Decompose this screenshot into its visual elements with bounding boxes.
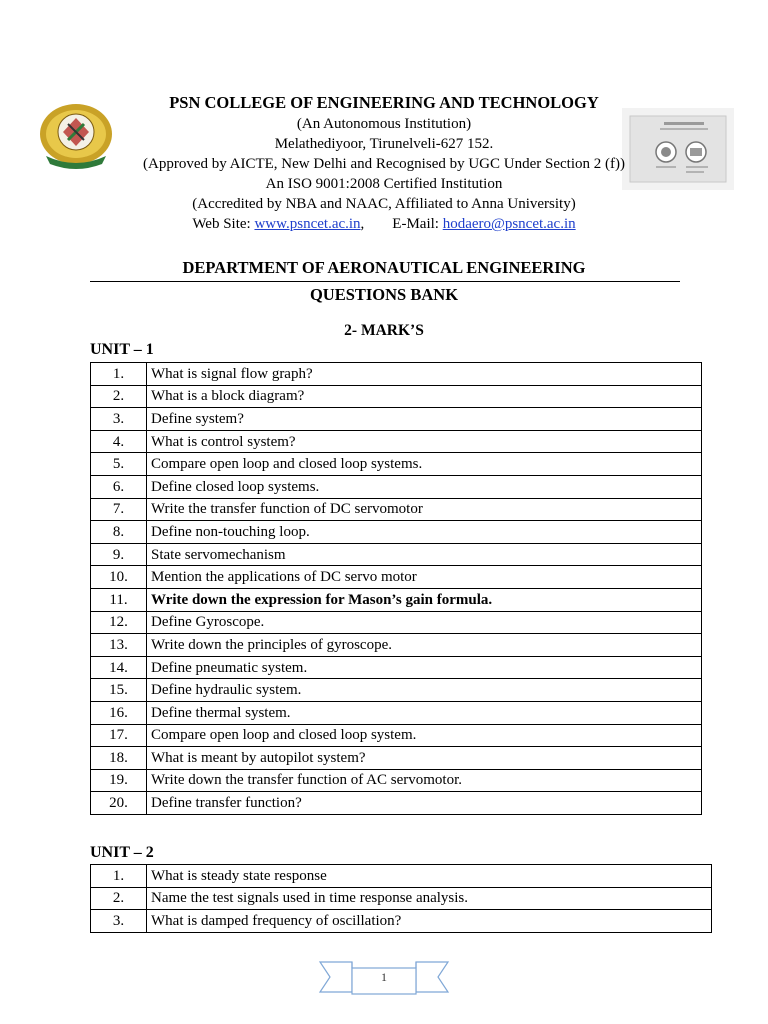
email-link[interactable]: hodaero@psncet.ac.in [442, 216, 576, 232]
question-text: What is meant by autopilot system? [147, 747, 702, 770]
question-text: Define hydraulic system. [147, 679, 702, 702]
question-number: 2. [91, 887, 147, 910]
question-number: 1. [91, 363, 147, 386]
question-text: Write down the expression for Mason’s gain formula. [147, 588, 702, 611]
question-row [91, 634, 702, 657]
question-text: Compare open loop and closed loop systems. [147, 453, 702, 476]
question-row [91, 910, 712, 933]
question-row [91, 611, 702, 634]
question-row [91, 363, 702, 386]
department-title: DEPARTMENT OF AERONAUTICAL ENGINEERING [182, 258, 586, 277]
question-row [91, 543, 702, 566]
question-number: 12. [91, 611, 147, 634]
question-row [91, 887, 712, 910]
email-label: E-Mail: [392, 216, 443, 232]
approval-line: (Approved by AICTE, New Delhi and Recognised by UGC Under Section 2 (f)) [143, 156, 625, 172]
question-number: 2. [91, 385, 147, 408]
question-number: 19. [91, 769, 147, 792]
institution-header [0, 92, 768, 234]
unit-2-questions-table [90, 864, 712, 933]
section-title: 2- MARK’S [344, 322, 424, 339]
website-suffix: , [360, 216, 365, 232]
question-number: 20. [91, 792, 147, 815]
question-text: What is signal flow graph? [147, 363, 702, 386]
question-text: What is control system? [147, 430, 702, 453]
address-line: Melathediyoor, Tirunelveli-627 152. [274, 136, 494, 152]
question-row [91, 588, 702, 611]
question-text: Define closed loop systems. [147, 475, 702, 498]
question-number: 17. [91, 724, 147, 747]
page-number-footer [318, 958, 450, 998]
question-number: 5. [91, 453, 147, 476]
unit-2-title: UNIT – 2 [90, 844, 154, 861]
question-text: What is steady state response [147, 865, 712, 888]
college-name: PSN COLLEGE OF ENGINEERING AND TECHNOLOGY [169, 93, 599, 112]
question-row [91, 769, 702, 792]
page-number: 1 [381, 970, 387, 984]
question-text: Define thermal system. [147, 701, 702, 724]
question-number: 14. [91, 656, 147, 679]
question-number: 3. [91, 408, 147, 431]
question-number: 16. [91, 701, 147, 724]
unit-1-questions-table [90, 362, 702, 815]
question-row [91, 656, 702, 679]
question-row [91, 747, 702, 770]
question-row [91, 475, 702, 498]
question-row [91, 498, 702, 521]
website-label: Web Site: [192, 216, 255, 232]
question-text: Mention the applications of DC servo motor [147, 566, 702, 589]
unit-1-title: UNIT – 1 [90, 341, 154, 358]
question-row [91, 724, 702, 747]
contact-line [0, 214, 768, 234]
question-text: Define Gyroscope. [147, 611, 702, 634]
question-number: 9. [91, 543, 147, 566]
question-row [91, 679, 702, 702]
question-text: What is damped frequency of oscillation? [147, 910, 712, 933]
question-row [91, 701, 702, 724]
question-row [91, 453, 702, 476]
question-row [91, 566, 702, 589]
question-number: 4. [91, 430, 147, 453]
question-number: 15. [91, 679, 147, 702]
question-text: Define transfer function? [147, 792, 702, 815]
question-number: 8. [91, 521, 147, 544]
question-text: Write down the principles of gyroscope. [147, 634, 702, 657]
question-text: Compare open loop and closed loop system. [147, 724, 702, 747]
question-number: 1. [91, 865, 147, 888]
question-number: 13. [91, 634, 147, 657]
autonomous-line: (An Autonomous Institution) [296, 116, 472, 132]
document-subtitle: QUESTIONS BANK [309, 285, 459, 304]
iso-line: An ISO 9001:2008 Certified Institution [265, 176, 503, 192]
divider [90, 281, 680, 282]
question-row [91, 792, 702, 815]
question-number: 6. [91, 475, 147, 498]
question-number: 7. [91, 498, 147, 521]
question-text: Name the test signals used in time response analysis. [147, 887, 712, 910]
question-text: State servomechanism [147, 543, 702, 566]
question-text: Define pneumatic system. [147, 656, 702, 679]
question-row [91, 865, 712, 888]
question-number: 10. [91, 566, 147, 589]
website-link[interactable]: www.psncet.ac.in [254, 216, 361, 232]
question-row [91, 385, 702, 408]
accreditation-line: (Accredited by NBA and NAAC, Affiliated to Anna University) [192, 196, 576, 212]
question-row [91, 408, 702, 431]
question-text: Define system? [147, 408, 702, 431]
question-row [91, 430, 702, 453]
question-text: Write down the transfer function of AC servomotor. [147, 769, 702, 792]
question-number: 11. [91, 588, 147, 611]
question-text: Define non-touching loop. [147, 521, 702, 544]
question-text: Write the transfer function of DC servomotor [147, 498, 702, 521]
question-row [91, 521, 702, 544]
question-number: 3. [91, 910, 147, 933]
question-number: 18. [91, 747, 147, 770]
question-text: What is a block diagram? [147, 385, 702, 408]
